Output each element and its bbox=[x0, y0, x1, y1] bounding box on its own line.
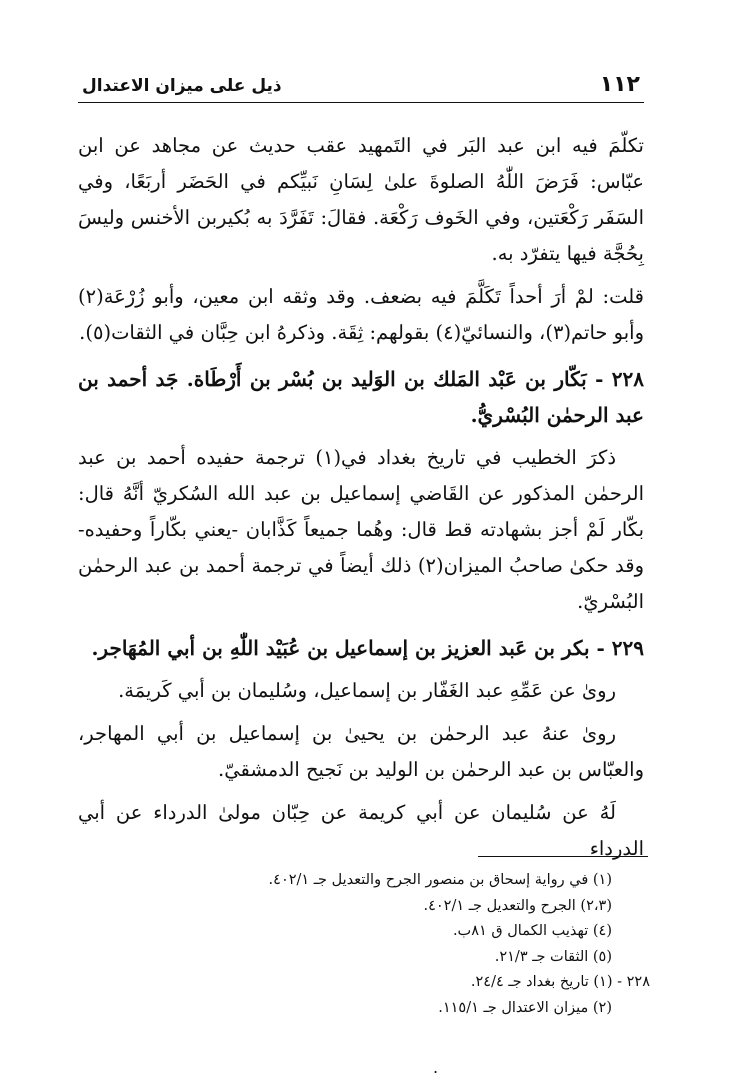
paragraph-narrated-by: روىٰ عنهُ عبد الرحمٰن بن يحيىٰ بن إسماعيل بن أبي المهاجر، والعبّاس بن عبد الرحمٰن بن الوليد بن نَجيح الدمشقيّ. bbox=[78, 722, 644, 781]
footnote-item: (٢،٣) الجرح والتعديل جـ ٤٠٢/١. bbox=[423, 897, 612, 914]
page-number: ١١٢ bbox=[599, 72, 640, 97]
bottom-mark: . bbox=[433, 1058, 439, 1077]
paragraph-author-comment: قلت: لمْ أرَ أحداً تَكَلَّمَ فيه بضعف. وقد وثقه ابن معين، وأبو زُرْعَة(٢) وأبو حاتم(٣)، والنسائيّ(٤) بقولهم: ثِقَة. وذكرهُ ابن حِبَّان في الثقات(٥). bbox=[78, 285, 644, 344]
entry-heading-229: ٢٢٩ - بكر بن عَبد العزيز بن إسماعيل بن عُبَيْد اللّٰهِ بن أبي المُهَاجر. bbox=[91, 636, 644, 660]
footnotes bbox=[90, 868, 650, 1021]
paragraph-ibn-abd-albarr: تكلّمَ فيه ابن عبد البَر في التَمهيد عقب حديث عن مجاهد عن ابن عبّاس: فَرَضَ اللّٰهُ الصلوةَ علىٰ لِسَانِ نَبيِّكم في الحَضَر أربَعًا، وفي السَفَر رَكْعَتين، وفي الخَوف رَكْعَة. فقالَ: تَفَرَّدَ به بُكيربن الأخنس وليسَ بِحُجَّة فيها يتفرّد به. bbox=[78, 134, 644, 265]
main-text bbox=[78, 128, 644, 874]
paragraph-narrated-from: روىٰ عن عَمِّهِ عبد الغَفّار بن إسماعيل، وسُليمان بن أبي كَريمَة. bbox=[118, 679, 616, 702]
footnote-divider bbox=[478, 856, 648, 857]
footnote-item: ٢٢٨ - (١) تاريخ بغداد جـ ٢٤/٤. bbox=[470, 974, 650, 990]
paragraph-hadith-chain: لَهُ عن سُليمان عن أبي كريمة عن حِبّان مولىٰ الدرداء عن أبي الدرداء bbox=[78, 801, 644, 860]
paragraph-khatib: ذكرَ الخطيب في تاريخ بغداد في(١) ترجمة حفيده أحمد بن عبد الرحمٰن المذكور عن القَاضي إسماعيل بن عبد الله السُكريّ أنَّهُ قال: بكّار لَمْ أجز بشهادته قط قال: وهُما جميعاً كَذَّابان -يعني بكّاراً وحفيده- وقد حكىٰ صاحبُ الميزان(٢) ذلك أيضاً في ترجمة أحمد بن عبد الرحمٰن البُسْريّ. bbox=[78, 446, 645, 613]
footnote-item: (٤) تهذيب الكمال ق ٨١ب. bbox=[452, 923, 612, 939]
entry-heading-228: ٢٢٨ - بَكّار بن عَبْد المَلك بن الوَليد بن بُسْر بن أَرْطَاة. جَد أحمد بن عبد الرحمٰن البُسْريُّ. bbox=[78, 367, 644, 427]
running-title: ذيل على ميزان الاعتدال bbox=[82, 76, 282, 96]
page-header bbox=[78, 68, 644, 103]
footnote-item: (٥) الثقات جـ ٢١/٣. bbox=[494, 948, 612, 965]
footnote-item: (٢) ميزان الاعتدال جـ ١١٥/١. bbox=[438, 999, 612, 1016]
footnote-item: (١) في رواية إسحاق بن منصور الجرح والتعديل جـ ٤٠٢/١. bbox=[268, 872, 612, 888]
